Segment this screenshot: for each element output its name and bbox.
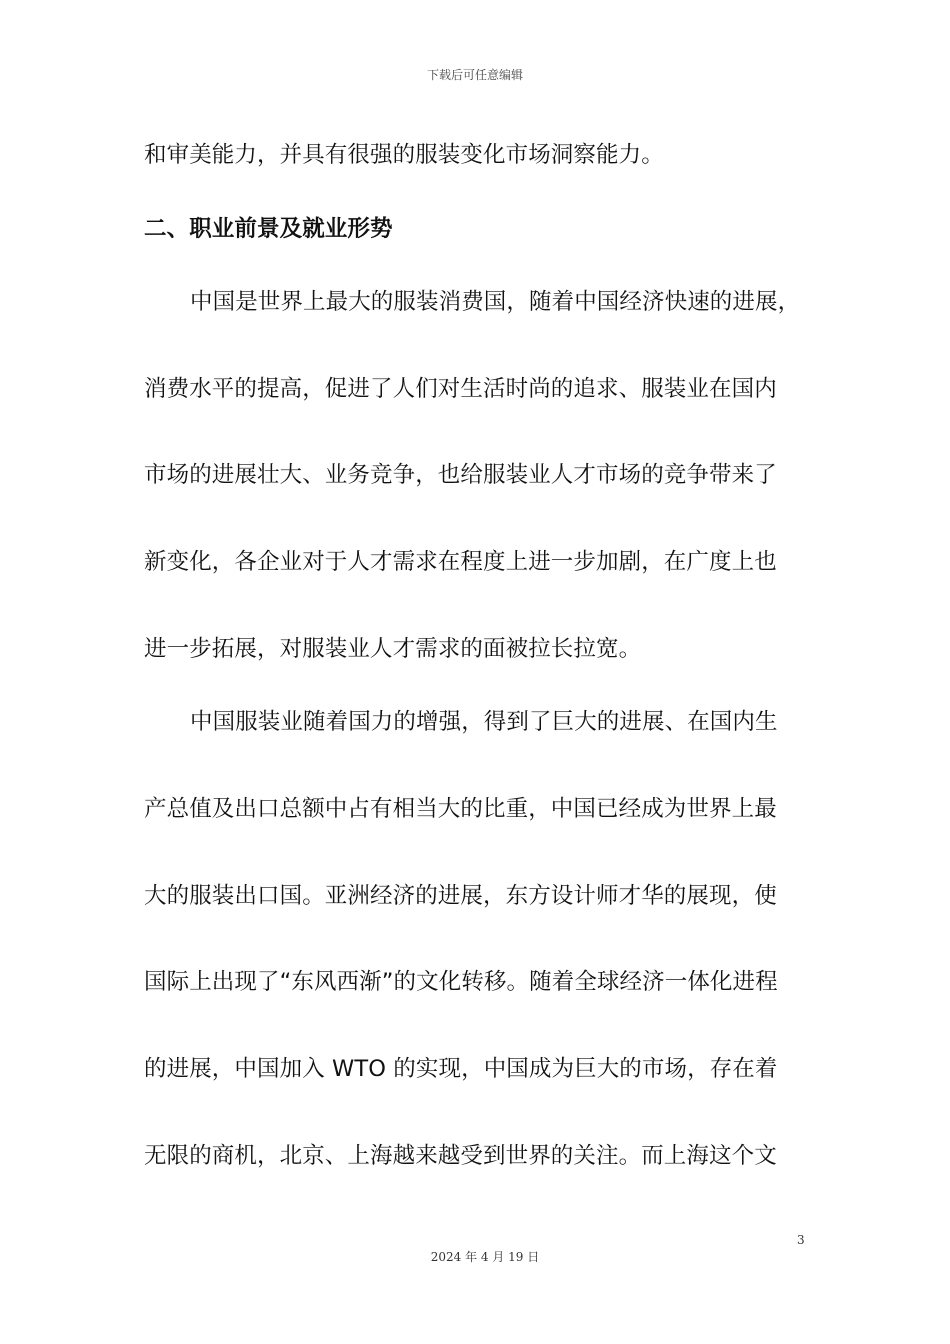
page-number: 3 (797, 1233, 805, 1247)
paragraph-2-line-3: 大的服装出口国。亚洲经济的进展，东方设计师才华的展现，使 (144, 883, 777, 909)
paragraph-1-line-2: 消费水平的提高，促进了人们对生活时尚的追求、服装业在国内 (144, 376, 777, 402)
paragraph-2-line-6: 无限的商机，北京、上海越来越受到世界的关注。而上海这个文 (144, 1143, 777, 1169)
paragraph-2-line-2: 产总值及出口总额中占有相当大的比重，中国已经成为世界上最 (144, 796, 777, 822)
paragraph-2-line-1: 中国服装业随着国力的增强，得到了巨大的进展、在国内生 (190, 709, 778, 735)
paragraph-1-line-5: 进一步拓展，对服装业人才需求的面被拉长拉宽。 (144, 636, 642, 662)
section-heading: 二、职业前景及就业形势 (144, 216, 393, 242)
paragraph-2-line-4: 国际上出现了“东风西渐”的文化转移。随着全球经济一体化进程 (144, 969, 778, 995)
paragraph-1-line-1: 中国是世界上最大的服装消费国，随着中国经济快速的进展， (190, 289, 801, 315)
paragraph-2-line-5: 的进展，中国加入 WTO 的实现，中国成为巨大的市场，存在着 (144, 1056, 778, 1082)
paragraph-1-line-4: 新变化，各企业对于人才需求在程度上进一步加剧，在广度上也 (144, 549, 777, 575)
paragraph-1-line-3: 市场的进展壮大、业务竞争，也给服装业人才市场的竞争带来了 (144, 462, 777, 488)
body-text-line: 和审美能力，并具有很强的服装变化市场洞察能力。 (144, 142, 664, 168)
page-header: 下载后可任意编辑 (426, 68, 523, 82)
footer-date: 2024 年 4 月 19 日 (430, 1250, 540, 1264)
